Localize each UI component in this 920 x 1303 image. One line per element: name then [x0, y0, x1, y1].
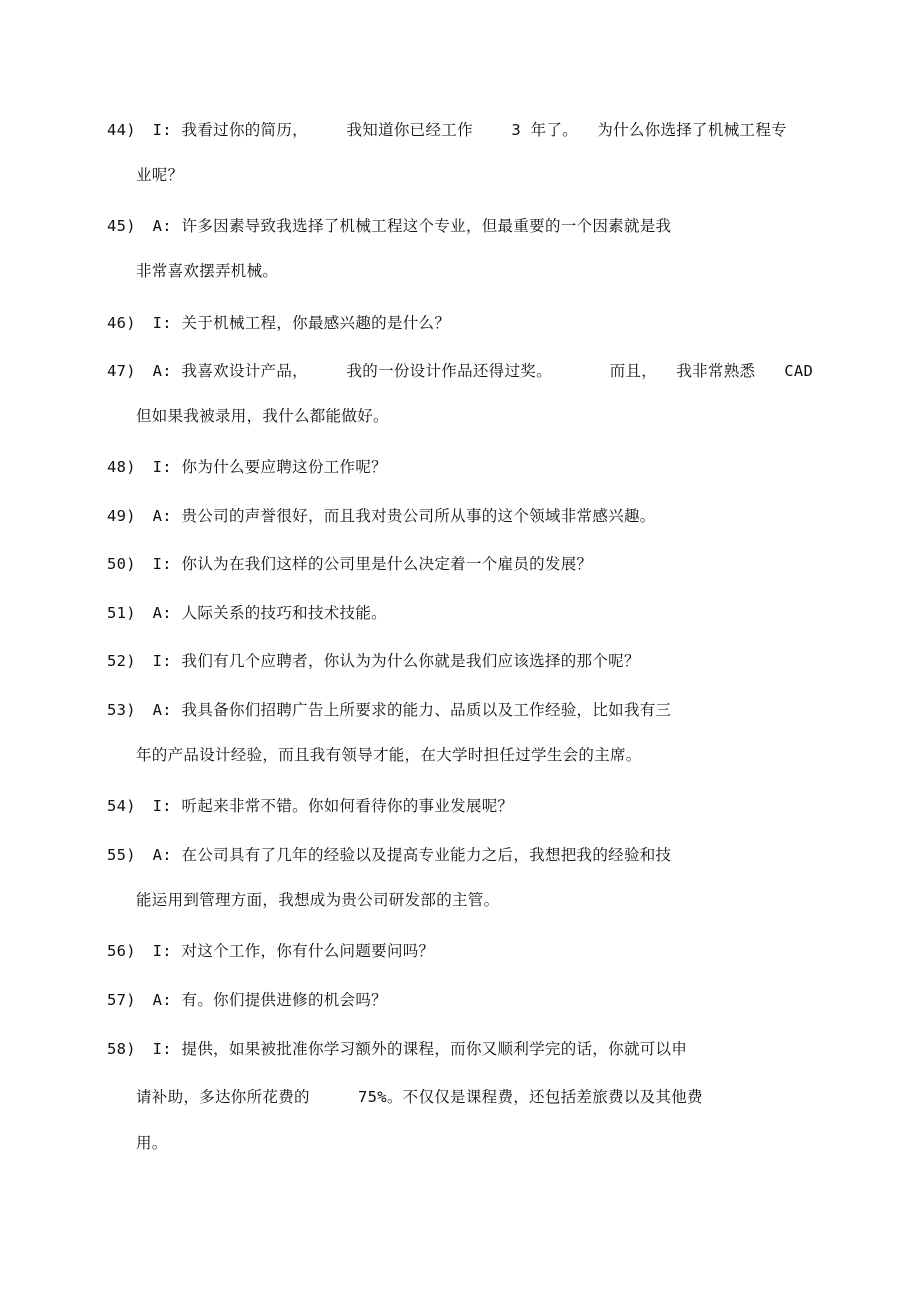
entry-number: 50) — [107, 555, 136, 573]
entry-49-line-1 — [107, 506, 656, 526]
entry-number: 45) — [107, 217, 136, 235]
entry-51-line-1 — [107, 603, 387, 623]
entry-54-line-1 — [107, 796, 513, 816]
entry-text: 听起来非常不错。你如何看待你的事业发展呢？ — [181, 797, 514, 815]
entry-text: 我喜欢设计产品， 我的一份设计作品还得过奖。 而且， 我非常熟悉 CAD — [181, 362, 814, 380]
entry-56-line-1 — [107, 941, 434, 961]
entry-number: 47) — [107, 362, 136, 380]
entry-number: 48) — [107, 458, 136, 476]
entry-48-line-1 — [107, 457, 387, 477]
entry-55-line-1 — [107, 845, 671, 865]
entry-text: 但如果我被录用，我什么都能做好。 — [136, 407, 389, 425]
entry-text: 业呢？ — [136, 166, 184, 184]
entry-number: 46) — [107, 314, 136, 332]
entry-text: 能运用到管理方面，我想成为贵公司研发部的主管。 — [136, 891, 500, 909]
speaker-label: I: — [152, 942, 172, 960]
entry-text: 人际关系的技巧和技术技能。 — [181, 604, 387, 622]
entry-52-line-1 — [107, 651, 640, 671]
speaker-label: A: — [152, 604, 172, 622]
entry-44-line-1 — [107, 120, 787, 140]
entry-text: 贵公司的声誉很好，而且我对贵公司所从事的这个领域非常感兴趣。 — [181, 507, 656, 525]
entry-46-line-1 — [107, 313, 450, 333]
entry-45-line-2 — [136, 261, 278, 281]
speaker-label: I: — [152, 555, 172, 573]
entry-text: 我看过你的简历， 我知道你已经工作 3 年了。 为什么你选择了机械工程专 — [181, 121, 787, 139]
entry-number: 58) — [107, 1040, 136, 1058]
entry-text: 非常喜欢摆弄机械。 — [136, 262, 279, 280]
entry-44-line-2 — [136, 165, 183, 185]
speaker-label: I: — [152, 121, 172, 139]
entry-text: 我具备你们招聘广告上所要求的能力、品质以及工作经验，比如我有三 — [181, 701, 672, 719]
entry-50-line-1 — [107, 554, 592, 574]
entry-number: 51) — [107, 604, 136, 622]
entry-text: 你认为在我们这样的公司里是什么决定着一个雇员的发展？ — [181, 555, 593, 573]
speaker-label: I: — [152, 458, 172, 476]
entry-number: 44) — [107, 121, 136, 139]
entry-text: 关于机械工程，你最感兴趣的是什么？ — [181, 314, 451, 332]
entry-47-line-2 — [136, 406, 389, 426]
entry-number: 54) — [107, 797, 136, 815]
entry-55-line-2 — [136, 890, 499, 910]
speaker-label: A: — [152, 846, 172, 864]
speaker-label: A: — [152, 362, 172, 380]
entry-58-line-3 — [136, 1133, 168, 1153]
entry-53-line-2 — [136, 745, 642, 765]
speaker-label: I: — [152, 1040, 172, 1058]
speaker-label: A: — [152, 991, 172, 1009]
entry-58-line-1 — [107, 1039, 687, 1059]
entry-number: 49) — [107, 507, 136, 525]
entry-text: 在公司具有了几年的经验以及提高专业能力之后，我想把我的经验和技 — [181, 846, 672, 864]
entry-57-line-1 — [107, 990, 387, 1010]
entry-53-line-1 — [107, 700, 671, 720]
entry-number: 55) — [107, 846, 136, 864]
entry-58-line-2 — [136, 1087, 703, 1107]
entry-47-line-1 — [107, 361, 813, 381]
speaker-label: I: — [152, 797, 172, 815]
entry-text: 提供，如果被批准你学习额外的课程，而你又顺利学完的话，你就可以申 — [181, 1040, 688, 1058]
entry-number: 56) — [107, 942, 136, 960]
speaker-label: I: — [152, 652, 172, 670]
entry-45-line-1 — [107, 216, 671, 236]
speaker-label: A: — [152, 507, 172, 525]
entry-text: 有。你们提供进修的机会吗？ — [181, 991, 387, 1009]
entry-text: 用。 — [136, 1134, 168, 1152]
entry-text: 对这个工作，你有什么问题要问吗？ — [181, 942, 435, 960]
speaker-label: I: — [152, 314, 172, 332]
entry-text: 我们有几个应聘者，你认为为什么你就是我们应该选择的那个呢？ — [181, 652, 640, 670]
entry-text: 你为什么要应聘这份工作呢？ — [181, 458, 387, 476]
entry-text: 许多因素导致我选择了机械工程这个专业，但最重要的一个因素就是我 — [181, 217, 672, 235]
entry-text: 年的产品设计经验，而且我有领导才能，在大学时担任过学生会的主席。 — [136, 746, 642, 764]
speaker-label: A: — [152, 217, 172, 235]
entry-text: 请补助，多达你所花费的 75%。不仅仅是课程费，还包括差旅费以及其他费 — [136, 1088, 703, 1106]
entry-number: 57) — [107, 991, 136, 1009]
entry-number: 52) — [107, 652, 136, 670]
entry-number: 53) — [107, 701, 136, 719]
speaker-label: A: — [152, 701, 172, 719]
